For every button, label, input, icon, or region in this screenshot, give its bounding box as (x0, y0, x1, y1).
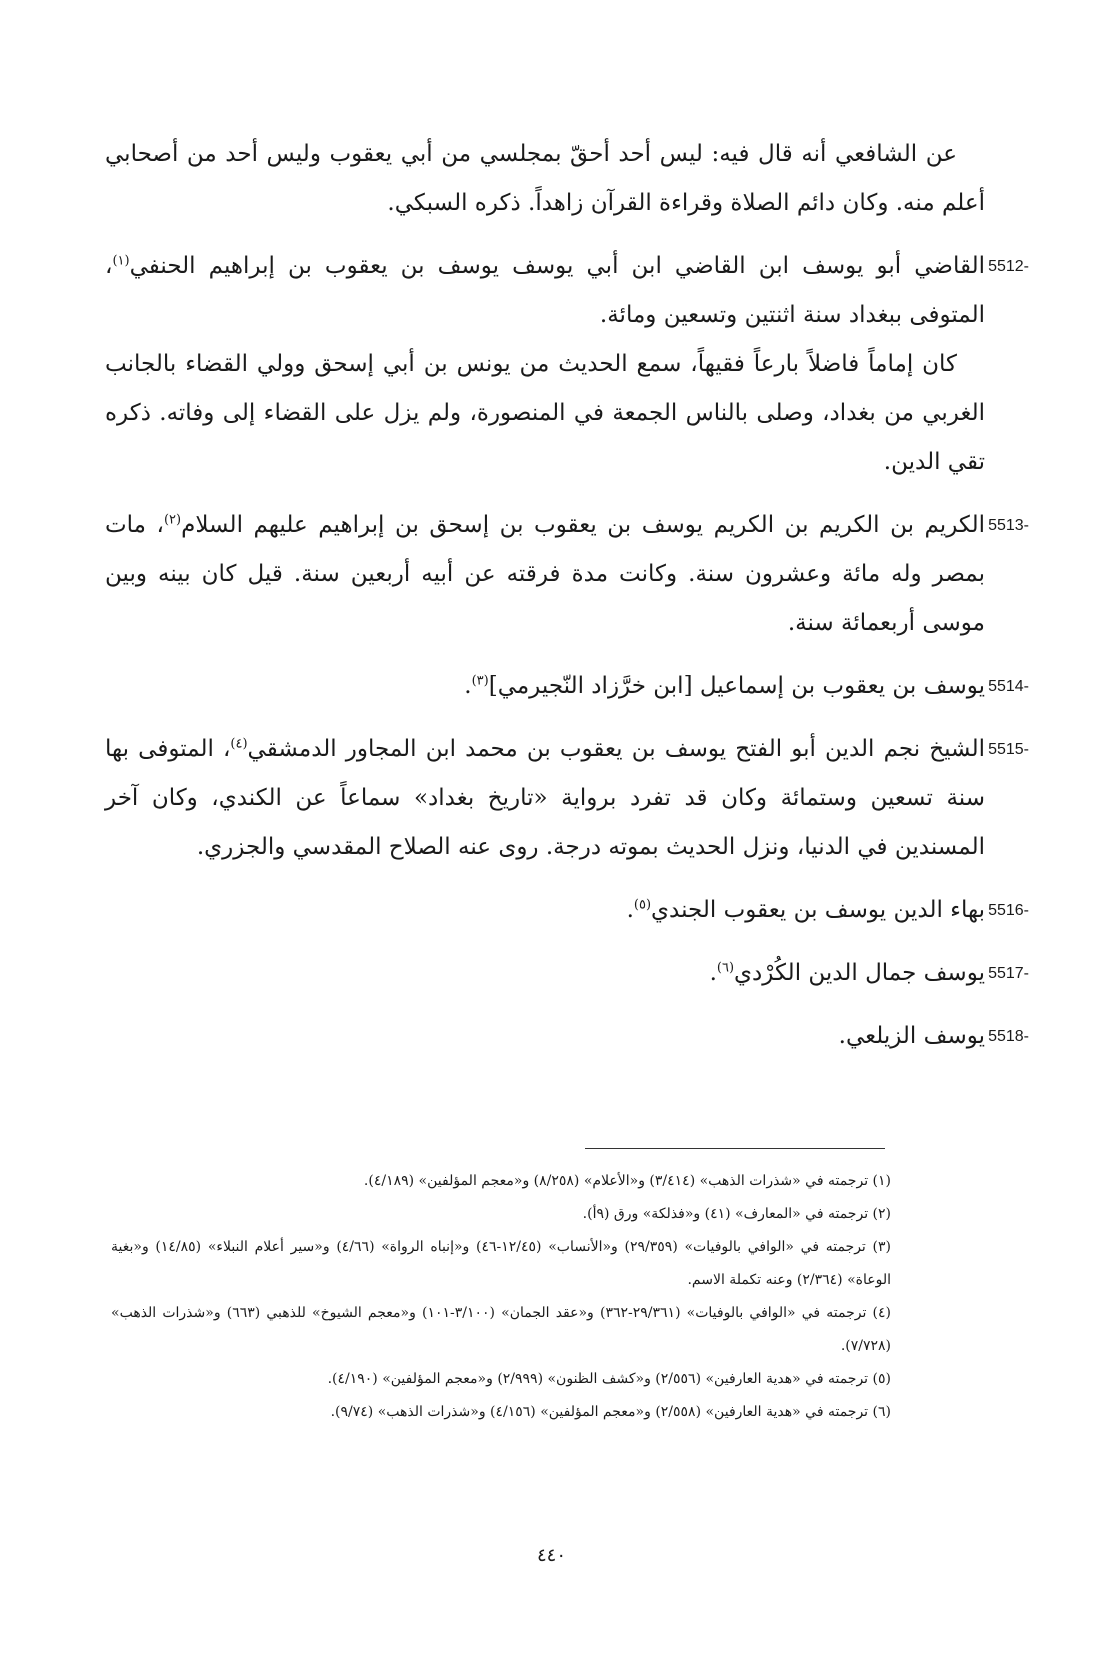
entry-body (105, 501, 985, 648)
entry-number: 5513- (988, 517, 1029, 534)
footnote: (١) ترجمته في «شذرات الذهب» (٣/٤١٤) و«الأعلام» (٨/٢٥٨) و«معجم المؤلفين» (٤/١٨٩). (363, 1173, 891, 1189)
footnote-divider (585, 1148, 885, 1149)
entry-text: يوسف بن يعقوب بن إسماعيل [ابن خرَّزاد النّجيرمي] (488, 673, 985, 699)
entry-extra-paragraph: كان إماماً فاضلاً بارعاً فقيهاً، سمع الحديث من يونس بن أبي إسحق وولي القضاء بالجانب الغربي من بغداد، وصلى بالناس الجمعة في المنصورة، ولم يزل على القضاء إلى وفاته. ذكره تقي الدين. (105, 351, 985, 475)
entry-number: 5517- (988, 965, 1029, 982)
footnotes-block (111, 1165, 891, 1429)
entry-5515 (105, 725, 1029, 872)
entry-number: 5512- (988, 258, 1029, 275)
footnote: (٤) ترجمته في «الوافي بالوفيات» (٢٩/٣٦١-٣٦٢) و«عقد الجمان» (٣/١٠٠-١٠١) و«معجم الشيوخ» للذهبي (٦٦٣) و«شذرات الذهب» (٧/٧٢٨). (111, 1305, 891, 1354)
entry-text: الشيخ نجم الدين أبو الفتح يوسف بن يعقوب بن محمد ابن المجاور الدمشقي (247, 736, 985, 762)
entry-text: بهاء الدين يوسف بن يعقوب الجندي (651, 897, 985, 923)
entry-5518 (105, 1012, 1029, 1061)
entry-text-after: . (626, 897, 634, 923)
entry-text-after: ، المتوفى ببغداد سنة اثنتين وتسعين ومائة. (105, 253, 985, 328)
intro-paragraph: عن الشافعي أنه قال فيه: ليس أحد أحقّ بمجلسي من أبي يعقوب وليس أحد من أصحابي أعلم منه. وكان دائم الصلاة وقراءة القرآن زاهداً. ذكره السبكي. (105, 141, 985, 216)
entry-body (105, 1012, 985, 1061)
entry-text: الكريم بن الكريم بن الكريم يوسف بن يعقوب بن إسحق بن إبراهيم عليهم السلام (181, 512, 986, 538)
entry-number: 5515- (988, 741, 1029, 758)
entry-text-after: ، المتوفى بها سنة تسعين وستمائة وكان قد تفرد برواية «تاريخ بغداد» سماعاً عن الكندي، وكان آخر المسندين في الدنيا، ونزل الحديث بموته درجة. روى عنه الصلاح المقدسي والجزري. (105, 736, 985, 860)
entry-body (105, 662, 985, 711)
entry-text-after: . (709, 960, 717, 986)
entry-5513 (105, 501, 1029, 648)
footnote-ref[interactable]: (٣) (471, 673, 489, 689)
entry-number: 5516- (988, 902, 1029, 919)
entry-body (105, 886, 985, 935)
footnote-ref[interactable]: (١) (112, 253, 130, 269)
entry-5517 (105, 949, 1029, 998)
entry-text-after: ، مات بمصر وله مائة وعشرون سنة. وكانت مدة فرقته عن أبيه أربعين سنة. قيل كان بينه وبين موسى أربعمائة سنة. (105, 512, 985, 636)
entry-text: القاضي أبو يوسف ابن القاضي ابن أبي يوسف يوسف بن يعقوب بن إبراهيم الحنفي (129, 253, 985, 279)
entry-5514 (105, 662, 1029, 711)
entry-number: 5518- (988, 1028, 1029, 1045)
main-text-block (105, 130, 1029, 1061)
entry-5516 (105, 886, 1029, 935)
footnote: (٢) ترجمته في «المعارف» (٤١) و«فذلكة» ورق (٩أ). (582, 1206, 891, 1222)
entry-number: 5514- (988, 678, 1029, 695)
entry-text: يوسف الزيلعي. (838, 1023, 985, 1049)
entry-5512 (105, 242, 1029, 487)
entry-body (105, 242, 985, 340)
footnote: (٥) ترجمته في «هدية العارفين» (٢/٥٥٦) و«كشف الظنون» (٢/٩٩٩) و«معجم المؤلفين» (٤/١٩٠). (327, 1371, 891, 1387)
entry-text-after: . (464, 673, 472, 699)
footnote-ref[interactable]: (٥) (633, 897, 652, 913)
footnote-ref[interactable]: (٦) (716, 960, 735, 976)
page-number: ٤٤٠ (536, 1545, 566, 1566)
footnote-ref[interactable]: (٢) (163, 512, 182, 528)
entry-body (105, 949, 985, 998)
footnote: (٦) ترجمته في «هدية العارفين» (٢/٥٥٨) و«معجم المؤلفين» (٤/١٥٦) و«شذرات الذهب» (٩/٧٤). (330, 1404, 891, 1420)
entry-body (105, 725, 985, 872)
footnote-ref[interactable]: (٤) (230, 736, 248, 752)
footnote: (٣) ترجمته في «الوافي بالوفيات» (٢٩/٣٥٩) و«الأنساب» (١٢/٤٥-٤٦) و«إنباه الرواة» (٤/٦٦) و«سير أعلام النبلاء» (١٤/٨٥) و«بغية الوعاة» (٢/٣٦٤) وعنه تكملة الاسم. (111, 1239, 891, 1288)
entry-text: يوسف جمال الدين الكُرْدي (734, 960, 985, 986)
